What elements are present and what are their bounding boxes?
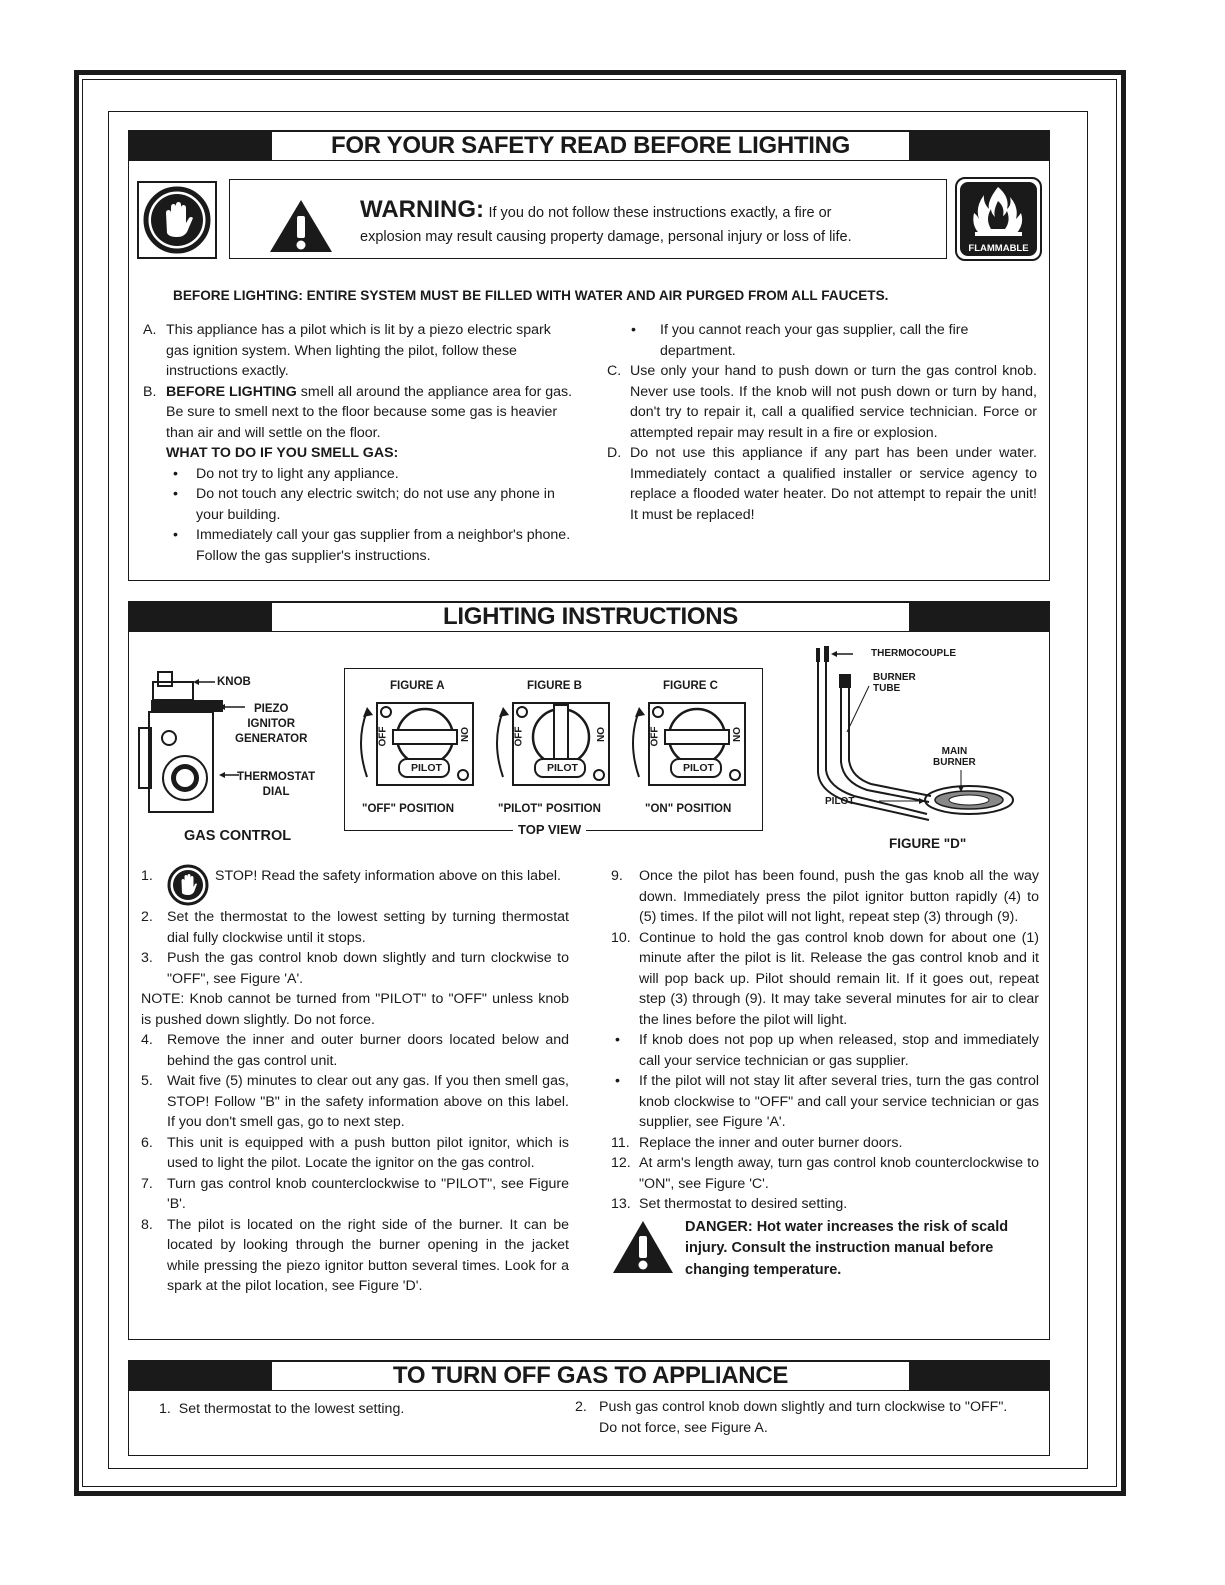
figure-a-off: OFF (377, 726, 389, 747)
gas-control-caption: GAS CONTROL (184, 828, 292, 844)
lighting-title: LIGHTING INSTRUCTIONS (272, 603, 909, 631)
step-bullet: • If knob does not pop up when released, stop and immediately call your service technician or gas supplier. (615, 1032, 1039, 1069)
safety-right-column (607, 320, 1037, 525)
smell-gas-heading: WHAT TO DO IF YOU SMELL GAS: (166, 445, 399, 461)
safety-title: FOR YOUR SAFETY READ BEFORE LIGHTING (272, 132, 909, 160)
warning-line1: If you do not follow these instructions exactly, a fire or (488, 205, 832, 221)
figure-b-title: FIGURE B (527, 680, 582, 692)
main-burner-label: MAIN BURNER (933, 746, 976, 768)
warning-box (229, 179, 947, 259)
smell-bullet: • Do not try to light any appliance. (173, 465, 399, 482)
lighting-section (128, 601, 1050, 1340)
stop-hand-icon (167, 864, 209, 906)
turnoff-section (128, 1360, 1050, 1456)
turnoff-step-2: 2. Push gas control knob down slightly and turn clockwise to "OFF". Do not force, see Figure A. (575, 1399, 1008, 1436)
stop-hand-icon (137, 181, 217, 259)
step-item: 3. Push the gas control knob down slightly and turn clockwise to "OFF", see Figure 'A'. (141, 950, 569, 987)
flammable-icon (955, 177, 1042, 261)
knob-label: KNOB (217, 676, 251, 688)
figure-c-knob-icon (625, 697, 750, 789)
step-item: 1. STOP! Read the safety information above on this label. (141, 866, 569, 907)
smell-bullet: • Do not touch any electric switch; do not use any phone in your building. (173, 486, 555, 523)
step-item: 11. Replace the inner and outer burner doors. (611, 1134, 903, 1151)
step-item: 9. Once the pilot has been found, push the gas knob all the way down. Immediately press the pilot ignitor button rapidly (4) to (5) times. If the pilot will not light, repeat step (3) through (9). (611, 868, 1039, 925)
safety-item-a: A. This appliance has a pilot which is lit by a piezo electric spark gas ignition system. When lighting the pilot, follow these instructions exactly. (143, 322, 551, 379)
figure-d-caption: FIGURE "D" (889, 836, 967, 851)
safety-item-c: C. Use only your hand to push down or turn the gas control knob. Never use tools. If the knob will not push down or turn by hand, don't try to repair it, call a qualified service technician. Force or attempted repair may result in a fire or explosion. (607, 363, 1037, 441)
label-arrows (187, 672, 251, 782)
figure-d-burner-drawing (809, 642, 1029, 822)
figure-c-caption: "ON" POSITION (645, 803, 732, 815)
figure-b-knob-icon (489, 697, 614, 789)
step-item: 7. Turn gas control knob counterclockwise to "PILOT", see Figure 'B'. (141, 1175, 569, 1212)
step-note: NOTE: Knob cannot be turned from "PILOT" to "OFF" unless knob is pushed down slightly. Do not force. (141, 991, 569, 1028)
warning-line2: explosion may result causing property damage, personal injury or loss of life. (360, 229, 852, 245)
knob-figures (344, 668, 763, 837)
figure-c-on: ON (730, 727, 741, 742)
warning-word: WARNING: (360, 196, 484, 223)
thermostat-label: THERMOSTAT DIAL (237, 771, 316, 798)
safety-left-column (143, 320, 575, 566)
step-item: 12. At arm's length away, turn gas control knob counterclockwise to "ON", see Figure 'C'. (611, 1155, 1039, 1192)
before-lighting-notice: BEFORE LIGHTING: ENTIRE SYSTEM MUST BE FILLED WITH WATER AND AIR PURGED FROM ALL FAUCETS. (173, 288, 889, 303)
flammable-label: FLAMMABLE (968, 243, 1029, 254)
figure-a-pilot: PILOT (411, 762, 442, 774)
safety-banner (129, 131, 1049, 161)
figure-b-off: OFF (513, 726, 525, 747)
lighting-steps-left (141, 866, 569, 1297)
pilot-label: PILOT (825, 796, 855, 807)
lighting-banner (129, 602, 1049, 632)
lighting-steps-right (611, 866, 1039, 1281)
figure-a-title: FIGURE A (390, 680, 445, 692)
warning-triangle-icon (268, 198, 334, 254)
top-view-label: TOP VIEW (513, 822, 586, 837)
figure-b-caption: "PILOT" POSITION (498, 803, 601, 815)
safety-item-d: D. Do not use this appliance if any part has been under water. Immediately contact a qualified installer or service agency to replace a flooded water heater. Do not attempt to repair the unit! It must be replaced! (607, 445, 1037, 523)
turnoff-step-1: 1. Set thermostat to the lowest setting. (159, 1401, 405, 1417)
safety-section (128, 130, 1050, 581)
step-item: 6. This unit is equipped with a push button pilot ignitor, which is used to light the pilot. Locate the ignitor on the gas control. (141, 1134, 569, 1171)
step-item: 2. Set the thermostat to the lowest setting by turning thermostat dial fully clockwise until it stops. (141, 909, 569, 946)
figure-c-off: OFF (649, 726, 661, 747)
figure-a-on: ON (458, 727, 469, 742)
step-item: 5. Wait five (5) minutes to clear out any gas. If you then smell gas, STOP! Follow "B" in the safety information above on this label. If you don't smell gas, go to next step. (141, 1073, 569, 1130)
burner-tube-label: BURNER TUBE (873, 672, 916, 694)
smell-bullet: • Immediately call your gas supplier from a neighbor's phone. Follow the gas supplier's instructions. (173, 527, 571, 564)
danger-notice: DANGER: Hot water increases the risk of scald injury. Consult the instruction manual before changing temperature. (611, 1217, 1039, 1282)
figure-c-title: FIGURE C (663, 680, 718, 692)
turnoff-title: TO TURN OFF GAS TO APPLIANCE (272, 1362, 909, 1390)
smell-bullet: • If you cannot reach your gas supplier, call the fire department. (631, 322, 969, 359)
danger-triangle-icon (611, 1219, 675, 1275)
turnoff-banner (129, 1361, 1049, 1391)
figure-c-pilot: PILOT (683, 762, 714, 774)
figure-a-caption: "OFF" POSITION (362, 803, 455, 815)
step-item: 4. Remove the inner and outer burner doors located below and behind the gas control unit. (141, 1032, 569, 1069)
step-item: 8. The pilot is located on the right side of the burner. It can be located by looking through the burner opening in the jacket while pressing the piezo ignitor button several times. Look for a spark at the pilot location, see Figure 'D'. (141, 1216, 569, 1294)
step-item: 13. Set thermostat to desired setting. (611, 1196, 848, 1212)
figure-b-pilot: PILOT (547, 762, 578, 774)
step-bullet: • If the pilot will not stay lit after several tries, turn the gas control knob clockwise to "OFF" and call your service technician or gas supplier, see Figure 'A'. (615, 1073, 1039, 1130)
safety-item-b: B. BEFORE LIGHTING smell all around the appliance area for gas. Be sure to smell next to the floor because some gas is heavier than air and will settle on the floor. (143, 383, 573, 441)
piezo-label: PIEZO IGNITOR GENERATOR (235, 703, 308, 745)
figure-b-on: ON (594, 727, 605, 742)
thermocouple-label: THERMOCOUPLE (871, 648, 956, 659)
figure-a-knob-icon (353, 697, 478, 789)
step-item: 10. Continue to hold the gas control knob down for about one (1) minute after the pilot is lit. Release the gas control knob and it will pop back up. Pilot should remain lit. If it goes out, repeat step (3) through (9). It may take several minutes for air to clear the lines before the pilot will light. (611, 929, 1039, 1028)
